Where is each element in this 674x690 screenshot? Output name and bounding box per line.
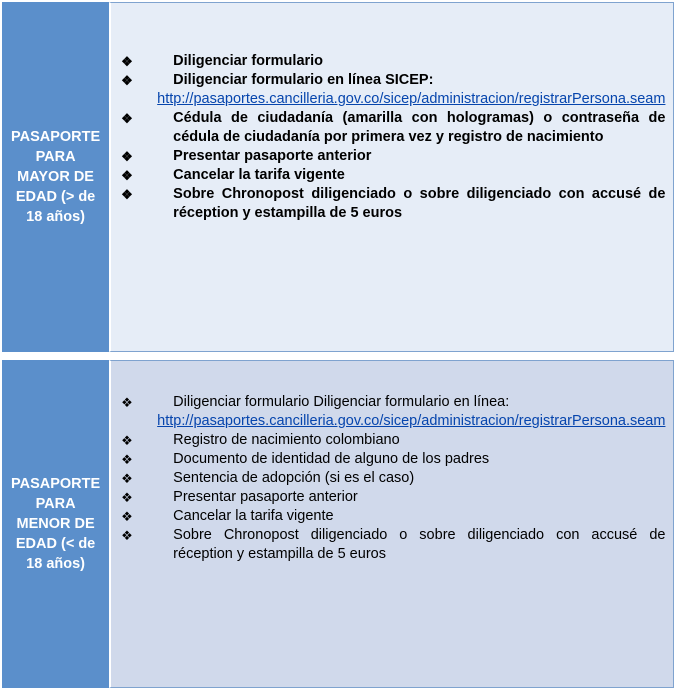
requirement-item [111,469,673,488]
requirement-text: Diligenciar formulario en línea SICEP: [173,72,434,88]
requirement-item [111,526,673,564]
requirement-text: Sobre Chronopost diligenciado o sobre diligenciado con accusé de réception y estampilla de 5 euros [173,527,666,562]
requirement-text: Presentar pasaporte anterior [173,489,358,505]
diamond-bullet-icon: ❖ [121,509,133,524]
diamond-bullet-icon: ❖ [121,168,133,183]
requirement-text: Sentencia de adopción (si es el caso) [173,470,415,486]
diamond-bullet-icon: ❖ [121,149,133,164]
diamond-bullet-icon: ❖ [121,490,133,505]
requirement-item [111,393,673,431]
diamond-bullet-icon: ❖ [121,433,133,448]
requirement-text: Cancelar la tarifa vigente [173,167,345,183]
requirement-item [111,488,673,507]
requirement-text: Sobre Chronopost diligenciado o sobre diligenciado con accusé de réception y estampilla de 5 euros [173,186,666,221]
adult-requirements-list [111,3,673,223]
requirement-text: Registro de nacimiento colombiano [173,432,400,448]
sicep-registration-link[interactable]: http://pasaportes.cancilleria.gov.co/sicep/administracion/registrarPersona.seam [157,91,666,107]
diamond-bullet-icon: ❖ [121,187,133,202]
requirement-item [111,71,673,109]
minor-passport-label: PASAPORTE PARA MENOR DE EDAD (< de 18 años) [2,360,109,688]
requirement-item [111,109,673,147]
row-separator [2,352,496,360]
diamond-bullet-icon: ❖ [121,452,133,467]
minor-requirements-list [111,361,673,564]
requirement-text: Diligenciar formulario [173,53,324,69]
adult-requirements [109,2,674,352]
diamond-bullet-icon: ❖ [121,111,133,126]
requirement-item [111,431,673,450]
requirement-text: Presentar pasaporte anterior [173,148,372,164]
sicep-registration-link[interactable]: http://pasaportes.cancilleria.gov.co/sicep/administracion/registrarPersona.seam [157,413,666,429]
requirement-text: Documento de identidad de alguno de los padres [173,451,490,467]
diamond-bullet-icon: ❖ [121,471,133,486]
requirement-item [111,147,673,166]
requirement-text: Cédula de ciudadanía (amarilla con hologramas) o contraseña de cédula de ciudadanía por primera vez y registro de nacimiento [173,110,666,145]
requirement-text: Diligenciar formulario Diligenciar formulario en línea: [173,394,510,410]
diamond-bullet-icon: ❖ [121,73,133,88]
diamond-bullet-icon: ❖ [121,528,133,543]
requirement-item [111,166,673,185]
requirement-item [111,185,673,223]
requirement-item [111,450,673,469]
requirement-text: Cancelar la tarifa vigente [173,508,334,524]
adult-passport-label: PASAPORTE PARA MAYOR DE EDAD (> de 18 años) [2,2,109,352]
requirement-item [111,52,673,71]
requirement-item [111,507,673,526]
minor-passport-row [2,360,666,688]
diamond-bullet-icon: ❖ [121,54,133,69]
minor-requirements [109,360,674,688]
adult-passport-row [2,2,666,352]
diamond-bullet-icon: ❖ [121,395,133,410]
